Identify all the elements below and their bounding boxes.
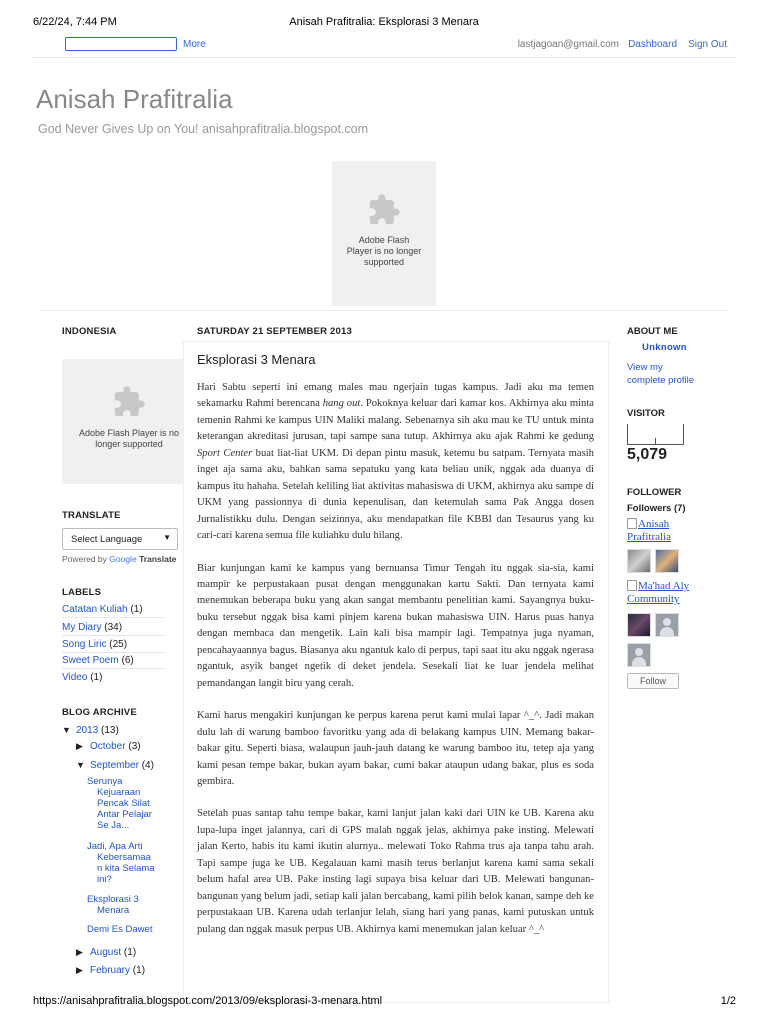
view-profile-line[interactable]: View my	[627, 362, 663, 373]
view-profile-link[interactable]	[627, 361, 694, 387]
archive-post-line[interactable]: Kejuaraan	[97, 787, 141, 798]
follower-heading: FOLLOWER	[627, 487, 682, 498]
header-flash-placeholder	[332, 161, 436, 306]
translate-word[interactable]: Translate	[139, 554, 177, 564]
archive-month-count: (3)	[128, 741, 141, 752]
blogger-navbar	[33, 36, 735, 53]
labels-heading: LABELS	[62, 587, 102, 598]
archive-post-line[interactable]: n kita Selama	[97, 863, 155, 874]
post-title[interactable]: Eksplorasi 3 Menara	[197, 352, 316, 367]
language-select-value: Select Language	[71, 534, 143, 545]
label-item[interactable]	[62, 672, 164, 685]
print-title: Anisah Prafitralia: Eksplorasi 3 Menara	[289, 16, 479, 28]
default-avatar-body	[632, 657, 646, 666]
post-paragraph: Setelah puas santap tahu tempe bakar, kami lanjut jalan kaki dari UIN ke UB. Karena aku lupa-lupa inget jalannya, cari di GPS malah nggak jelas, akhirnya pake insting. Melewati jalan Kerto, habis itu kami ikutin alurnya.. melewati Toko Rahma trus aja tanpa tahu arah. Tapi sampe juga ke UB. Kegalauan kami masih terus berlanjut karena kami sama sekali belum hafal area UB. Pake insting lagi supaya bisa keluar dari UB. Melewati bangunan-bangunan yang belum jadi, setiap kali jalan bercabang, kami pilih belok kanan, sampe deh ke perpustakaan UB. Karena udah terlanjur lelah, siang hari yang panas, kami putuskan untuk pulang dan nggak masuk perpus UB. Akhirnya kami menemukan jalan keluar ^_^	[197, 808, 594, 935]
post-paragraph	[197, 380, 594, 545]
post-paragraph: Kami harus mengakiri kunjungan ke perpus karena perut kami mulai lapar ^_^. Jadi makan dulu lah di warung bamboo favoritku yang ada di belakang kampus UIN. Memang bakar-bakar gitu. Seperti biasa, walaupun jauh-jauh datang ke warung bamboo itu, tetep aja yang kami pesan tempe bakar, bukan ayam bakar, cumi bakar ataupun udang bakar, plus es soda gembira.	[197, 710, 594, 787]
follower-link-mahad[interactable]	[627, 580, 689, 606]
label-name[interactable]: Video	[62, 672, 88, 683]
puzzle-plugin-icon	[367, 193, 401, 227]
follower-avatar[interactable]	[655, 613, 679, 637]
archive-month-label[interactable]: August	[90, 947, 122, 958]
post-emphasis: hang out	[322, 398, 361, 410]
label-item[interactable]	[62, 622, 164, 636]
archive-month-label[interactable]: September	[90, 760, 139, 771]
follow-button[interactable]: Follow	[627, 673, 679, 689]
archive-year-label[interactable]: 2013	[76, 725, 99, 736]
archive-post-line[interactable]: Demi Es Dawet	[87, 924, 153, 935]
print-date: 6/22/24, 7:44 PM	[33, 16, 117, 28]
archive-post-line[interactable]: ini?	[97, 874, 112, 885]
flash-message-line1: Adobe Flash	[358, 235, 410, 245]
broken-image-icon	[627, 580, 637, 591]
archive-post-link[interactable]	[87, 841, 155, 885]
navbar-search-input[interactable]	[65, 37, 177, 51]
translate-heading: TRANSLATE	[62, 510, 121, 521]
label-count: (25)	[109, 639, 128, 650]
archive-post-line[interactable]: Jadi, Apa Arti	[87, 841, 143, 852]
expand-triangle-icon[interactable]: ▶	[76, 741, 83, 751]
follower-link-anisah[interactable]	[627, 518, 671, 544]
default-avatar-icon	[635, 648, 643, 656]
followers-count-label[interactable]: Followers (7)	[627, 503, 686, 514]
archive-year-count: (13)	[101, 725, 119, 736]
archive-post-line[interactable]: Antar Pelajar	[97, 809, 152, 820]
archive-post-link[interactable]	[87, 924, 152, 935]
label-count: (1)	[90, 672, 103, 683]
powered-by-label: Powered by	[62, 554, 107, 564]
label-name[interactable]: Catatan Kuliah	[62, 604, 128, 615]
visitor-graph-bar	[655, 438, 656, 444]
post-text: buat liat-liat UKM. Di depan pintu masuk, ketemu bu satpam. Ternyata masih inget aja sama aku, bahkan sama sepatuku yang kata beliau unik, nggak ada duanya di kampus itu hahaha. Setelah keliling liat aktivitas mahasiswa di UKM, akhirnya aku sampe di UKM yang passionnya di dunia kepenulisan, dan ketemulah sama Pak Angga dosen Jurnalistikku dulu. Dengan seizinnya, aku mendapatkan file KBBI dan Tesaurus yang ku cari-cari karena semua file kuliahku dulu hilang.	[197, 447, 594, 542]
label-count: (1)	[130, 604, 143, 615]
post-paragraph: Biar kunjungan kami ke kampus yang bernuansa Timur Tengah itu nggak sia-sia, kami mampir ke perpustakaan pusat dengan menggunakan kartu Sakti. Dan ternyata kami menemukan beberapa buku yang akan sangat membantu penelitian kami. Sayangnya buku-buku tersebut nggak bisa kami pinjem karena bukan mahasiswa UIN. Harus puas hanya dengan membaca dan mengetik. Lain kali bisa mampir lagi. Tempatnya juga nyaman, pencahayaannya bagus. Biasanya aku ngantuk kalo di perpus, tapi saat itu aku nggak ngerasa ngantuk, asyik banget ngetik di deket jendela. Sesekali liat ke luar jendela melihat pemandangan langit biru yang cerah.	[197, 562, 594, 689]
archive-month-september[interactable]	[76, 760, 154, 771]
archive-month-february[interactable]	[76, 965, 145, 976]
follower-name-line[interactable]: Community	[627, 593, 680, 605]
indonesia-heading: INDONESIA	[62, 326, 117, 337]
navbar-more-link[interactable]: More	[183, 39, 206, 50]
archive-year-2013[interactable]	[62, 725, 119, 736]
post-text: . Pokoknya keluar dari kamar kos. Akhirnya aku minta temenin Rahmi ke kampus UIN Maliki malang. Sebenarnya sih aku mau ke TU untuk minta keterangan akreditasi jurusan, tapi sampe sana tutup. Akhirnya aku ajak Rahmi ke gedung	[197, 398, 594, 443]
flash-message-line2: Player is no longer	[346, 246, 422, 256]
follower-name-line[interactable]: Ma'had Aly	[638, 580, 690, 592]
archive-post-line[interactable]: Se Ja...	[97, 820, 130, 831]
post-body	[197, 380, 594, 954]
collapse-triangle-icon[interactable]: ▼	[76, 760, 85, 770]
label-item[interactable]	[62, 655, 164, 669]
label-item[interactable]	[62, 639, 164, 653]
follower-avatar[interactable]	[655, 549, 679, 573]
navbar-signout-link[interactable]: Sign Out	[688, 39, 727, 50]
sidebar-flash-placeholder	[62, 359, 196, 484]
archive-post-link[interactable]	[87, 776, 152, 831]
archive-month-october[interactable]	[76, 741, 141, 752]
default-avatar-body	[660, 627, 674, 636]
archive-month-count: (4)	[141, 760, 154, 771]
profile-name-link[interactable]: Unknown	[642, 342, 687, 353]
follower-avatar[interactable]	[627, 643, 651, 667]
label-item[interactable]	[62, 604, 164, 618]
blog-title[interactable]: Anisah Prafitralia	[36, 84, 233, 114]
navbar-user-email: lastjagoan@gmail.com	[517, 39, 619, 50]
view-profile-line[interactable]: complete profile	[627, 375, 695, 386]
flash-message-line3: supported	[363, 257, 405, 267]
archive-post-line[interactable]: Serunya	[87, 776, 123, 787]
label-count: (34)	[104, 622, 123, 633]
side-flash-line1: Adobe Flash Player is no	[78, 428, 180, 438]
expand-triangle-icon[interactable]: ▶	[76, 965, 83, 975]
follower-avatar[interactable]	[627, 613, 651, 637]
visitor-heading: VISITOR	[627, 408, 665, 419]
visitor-counter-graph	[627, 424, 684, 445]
expand-triangle-icon[interactable]: ▶	[76, 947, 83, 957]
blog-archive-heading: BLOG ARCHIVE	[62, 707, 137, 718]
about-me-heading: ABOUT ME	[627, 326, 678, 337]
chevron-down-icon: ▼	[163, 533, 171, 542]
archive-post-line[interactable]: Kebersamaa	[97, 852, 151, 863]
print-page-number: 1/2	[720, 995, 736, 1007]
language-select[interactable]	[62, 528, 178, 550]
broken-image-icon	[627, 518, 637, 529]
archive-month-count: (1)	[132, 965, 146, 976]
post-date: SATURDAY 21 SEPTEMBER 2013	[197, 326, 352, 337]
follower-name-line[interactable]: Anisah	[638, 518, 670, 530]
archive-post-line[interactable]: Eksplorasi 3	[87, 894, 139, 905]
label-name[interactable]: My Diary	[62, 622, 102, 633]
archive-post-line[interactable]: Menara	[97, 905, 130, 916]
powered-by-google-translate	[62, 554, 176, 564]
follower-avatar[interactable]	[627, 549, 651, 573]
visitor-count: 5,079	[627, 446, 668, 463]
label-name[interactable]: Sweet Poem	[62, 655, 119, 666]
google-logo-text[interactable]: Google	[109, 554, 137, 564]
collapse-triangle-icon[interactable]: ▼	[62, 725, 71, 735]
label-name[interactable]: Song Liric	[62, 639, 107, 650]
post-text: Hari Sabtu seperti ini emang males mau ngerjain tugas kampus. Jadi aku ma temen sekamarku Rahmi berencana	[197, 382, 594, 410]
print-url: https://anisahprafitralia.blogspot.com/2013/09/eksplorasi-3-menara.html	[33, 995, 383, 1007]
archive-month-count: (1)	[123, 947, 137, 958]
default-avatar-icon	[663, 618, 671, 626]
archive-month-august[interactable]	[76, 947, 136, 958]
follower-name-line[interactable]: Prafitralia	[627, 531, 671, 543]
archive-month-label[interactable]: February	[90, 965, 131, 976]
archive-post-link-current[interactable]	[87, 894, 139, 916]
navbar-dashboard-link[interactable]: Dashboard	[628, 39, 677, 50]
puzzle-plugin-icon	[112, 385, 146, 419]
post-emphasis: Sport Center	[197, 447, 253, 459]
side-flash-line2: longer supported	[95, 439, 163, 449]
archive-month-label[interactable]: October	[90, 741, 126, 752]
archive-post-line[interactable]: Pencak Silat	[97, 798, 150, 809]
navbar-divider	[33, 57, 735, 58]
label-count: (6)	[121, 655, 134, 666]
blog-description: God Never Gives Up on You! anisahprafitralia.blogspot.com	[38, 122, 369, 136]
